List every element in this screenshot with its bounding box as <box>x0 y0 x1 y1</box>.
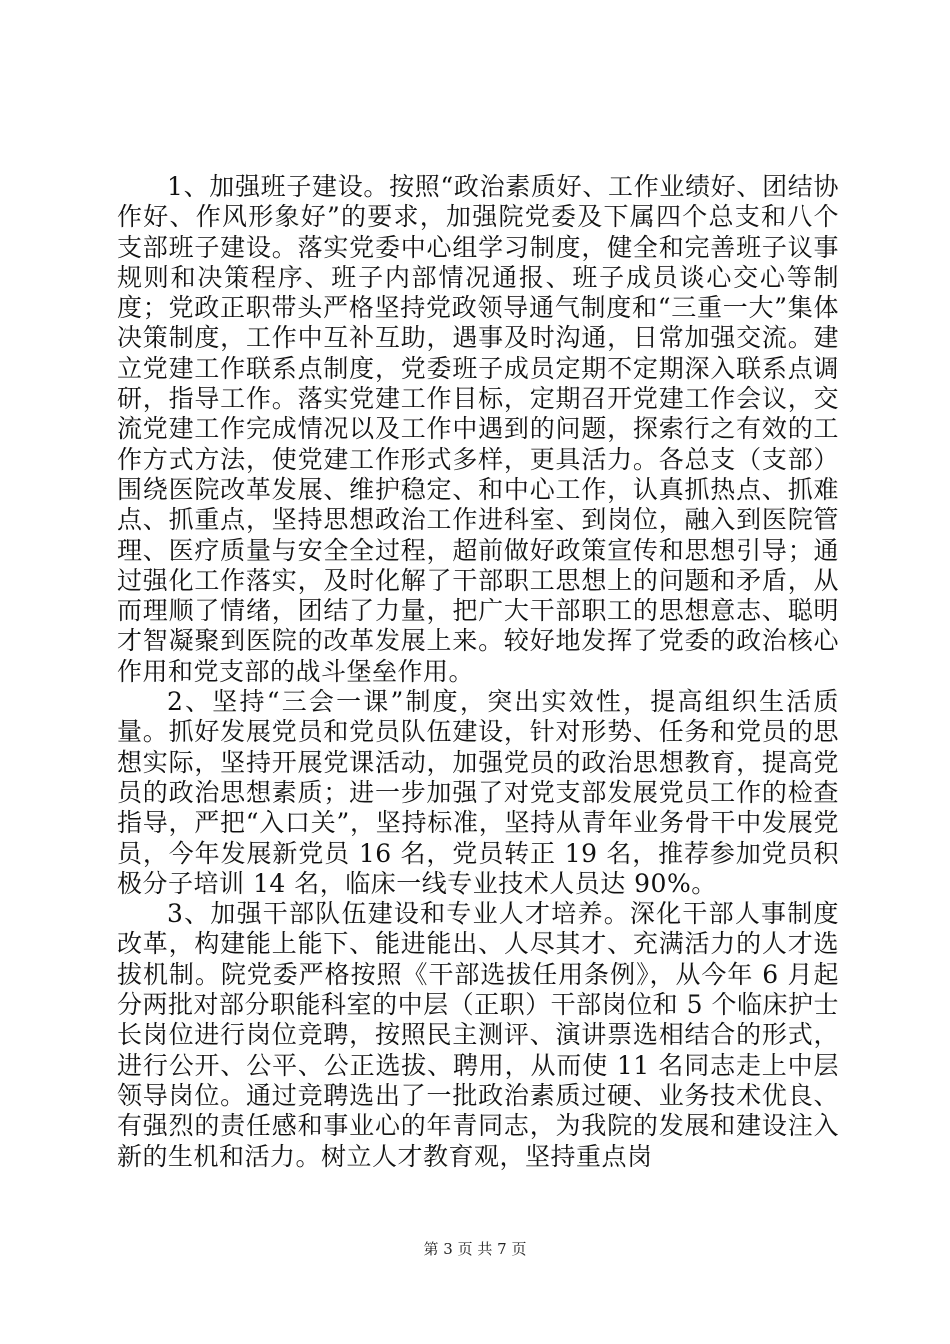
paragraph-cadre-training: 3、加强干部队伍建设和专业人才培养。深化干部人事制度改革，构建能上能下、能进能出、人尽其才、充满活力的人才选拔机制。院党委严格按照《干部选拔任用条例》，从今年 6 月起分两批对部分职能科室的中层（正职）干部岗位和 5 个临床护士长岗位进行岗位竞聘，按照民主测评、演讲票选相结合的形式，进行公开、公平、公正选拔、聘用，从而使 11 名同志走上中层领导岗位。通过竞聘选出了一批政治素质过硬、业务技术优良、有强烈的责任感和事业心的年青同志，为我院的发展和建设注入新的生机和活力。树立人才教育观，坚持重点岗 <box>117 899 839 1171</box>
page-number-footer: 第 3 页 共 7 页 <box>423 1240 527 1258</box>
paragraph-team-building: 1、加强班子建设。按照“政治素质好、工作业绩好、团结协作好、作风形象好”的要求，加强院党委及下属四个总支和八个支部班子建设。落实党委中心组学习制度，健全和完善班子议事规则和决策程序、班子内部情况通报、班子成员谈心交心等制度；党政正职带头严格坚持党政领导通气制度和“三重一大”集体决策制度，工作中互补互助，遇事及时沟通，日常加强交流。建立党建工作联系点制度，党委班子成员定期不定期深入联系点调研，指导工作。落实党建工作目标，定期召开党建工作会议，交流党建工作完成情况以及工作中遇到的问题，探索行之有效的工作方式方法，使党建工作形式多样，更具活力。各总支（支部）围绕医院改革发展、维护稳定、和中心工作，认真抓热点、抓难点、抓重点，坚持思想政治工作进科室、到岗位，融入到医院管理、医疗质量与安全全过程，超前做好政策宣传和思想引导；通过强化工作落实，及时化解了干部职工思想上的问题和矛盾，从而理顺了情绪，团结了力量，把广大干部职工的思想意志、聪明才智凝聚到医院的改革发展上来。较好地发挥了党委的政治核心作用和党支部的战斗堡垒作用。 <box>117 172 839 686</box>
document-body <box>117 172 839 1172</box>
paragraph-party-meetings: 2、坚持“三会一课”制度，突出实效性，提高组织生活质量。抓好发展党员和党员队伍建设，针对形势、任务和党员的思想实际，坚持开展党课活动，加强党员的政治思想教育，提高党员的政治思想素质；进一步加强了对党支部发展党员工作的检查指导，严把“入口关”，坚持标准，坚持从青年业务骨干中发展党员，今年发展新党员 16 名，党员转正 19 名，推荐参加党员积极分子培训 14 名，临床一线专业技术人员达 90%。 <box>117 687 839 898</box>
